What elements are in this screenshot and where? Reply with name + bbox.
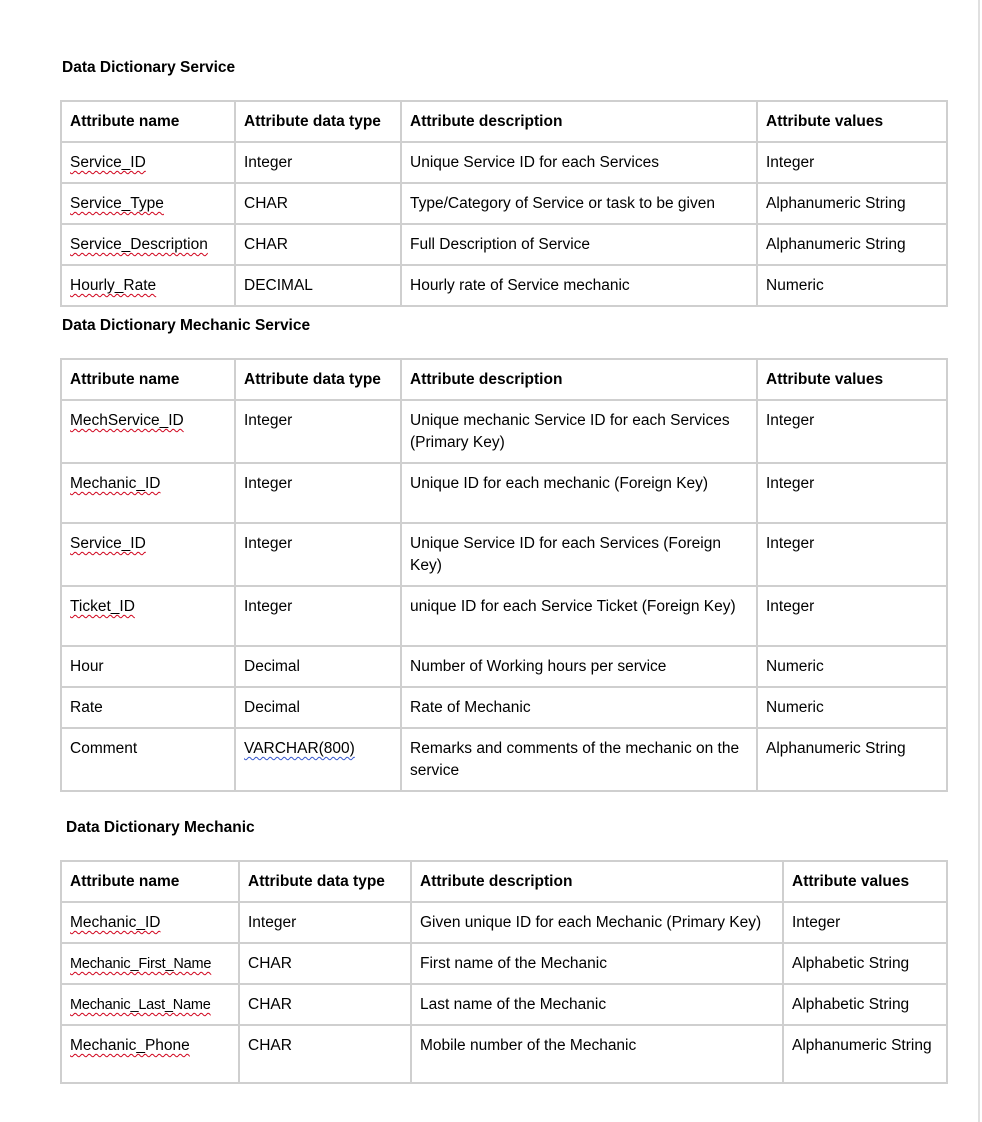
values-cell: Integer bbox=[757, 586, 947, 646]
description-cell: Last name of the Mechanic bbox=[411, 984, 783, 1025]
data-type-cell: CHAR bbox=[239, 943, 411, 984]
description-cell: Rate of Mechanic bbox=[401, 687, 757, 728]
values-cell: Integer bbox=[757, 463, 947, 523]
table-row bbox=[61, 1025, 947, 1083]
data-type-cell: Integer bbox=[235, 463, 401, 523]
values-cell: Alphanumeric String bbox=[757, 224, 947, 265]
description-cell: Type/Category of Service or task to be given bbox=[401, 183, 757, 224]
description-cell: Unique mechanic Service ID for each Services (Primary Key) bbox=[401, 400, 757, 463]
section-title-service: Data Dictionary Service bbox=[62, 59, 236, 76]
values-cell: Alphanumeric String bbox=[757, 183, 947, 224]
attribute-name-cell: Mechanic_ID bbox=[61, 463, 235, 523]
data-type-cell: CHAR bbox=[239, 984, 411, 1025]
section-title-mechanic-service: Data Dictionary Mechanic Service bbox=[62, 317, 311, 334]
values-cell: Integer bbox=[757, 523, 947, 586]
table-row bbox=[61, 586, 947, 646]
table-row bbox=[61, 646, 947, 687]
description-cell: Remarks and comments of the mechanic on the service bbox=[401, 728, 757, 791]
values-cell: Alphanumeric String bbox=[783, 1025, 947, 1083]
attribute-name-cell: Mechanic_Last_Name bbox=[61, 984, 239, 1025]
data-type-cell: Decimal bbox=[235, 687, 401, 728]
description-cell: Hourly rate of Service mechanic bbox=[401, 265, 757, 306]
values-cell: Numeric bbox=[757, 646, 947, 687]
table-row bbox=[61, 265, 947, 306]
data-type-cell: Integer bbox=[239, 902, 411, 943]
values-cell: Integer bbox=[757, 142, 947, 183]
column-header: Attribute data type bbox=[239, 861, 411, 902]
data-type-cell: Decimal bbox=[235, 646, 401, 687]
page-edge bbox=[978, 0, 980, 1122]
table-row bbox=[61, 984, 947, 1025]
data-type-cell: CHAR bbox=[239, 1025, 411, 1083]
values-cell: Alphabetic String bbox=[783, 943, 947, 984]
table-row bbox=[61, 183, 947, 224]
values-cell: Alphabetic String bbox=[783, 984, 947, 1025]
attribute-name-cell: Mechanic_First_Name bbox=[61, 943, 239, 984]
table-row bbox=[61, 902, 947, 943]
attribute-name-cell: Service_Description bbox=[61, 224, 235, 265]
table-row bbox=[61, 142, 947, 183]
data-type-cell: Integer bbox=[235, 523, 401, 586]
description-cell: Unique Service ID for each Services (Foreign Key) bbox=[401, 523, 757, 586]
column-header: Attribute values bbox=[783, 861, 947, 902]
description-cell: First name of the Mechanic bbox=[411, 943, 783, 984]
description-cell: Given unique ID for each Mechanic (Primary Key) bbox=[411, 902, 783, 943]
column-header: Attribute description bbox=[401, 101, 757, 142]
description-cell: Unique Service ID for each Services bbox=[401, 142, 757, 183]
table-row bbox=[61, 523, 947, 586]
values-cell: Numeric bbox=[757, 687, 947, 728]
attribute-name-cell: MechService_ID bbox=[61, 400, 235, 463]
attribute-name-cell: Hour bbox=[61, 646, 235, 687]
description-cell: unique ID for each Service Ticket (Foreign Key) bbox=[401, 586, 757, 646]
values-cell: Alphanumeric String bbox=[757, 728, 947, 791]
table-mechanic bbox=[60, 860, 948, 1084]
column-header: Attribute description bbox=[411, 861, 783, 902]
column-header: Attribute values bbox=[757, 101, 947, 142]
description-cell: Mobile number of the Mechanic bbox=[411, 1025, 783, 1083]
data-type-cell: DECIMAL bbox=[235, 265, 401, 306]
column-header: Attribute description bbox=[401, 359, 757, 400]
section-title-mechanic: Data Dictionary Mechanic bbox=[66, 819, 255, 836]
values-cell: Integer bbox=[783, 902, 947, 943]
table-header-row bbox=[61, 861, 947, 902]
attribute-name-cell: Rate bbox=[61, 687, 235, 728]
attribute-name-cell: Mechanic_Phone bbox=[61, 1025, 239, 1083]
table-header-row bbox=[61, 101, 947, 142]
table-row bbox=[61, 224, 947, 265]
values-cell: Integer bbox=[757, 400, 947, 463]
data-type-cell: Integer bbox=[235, 586, 401, 646]
attribute-name-cell: Ticket_ID bbox=[61, 586, 235, 646]
data-type-cell: Integer bbox=[235, 400, 401, 463]
attribute-name-cell: Service_ID bbox=[61, 142, 235, 183]
data-type-cell: Integer bbox=[235, 142, 401, 183]
data-type-cell: CHAR bbox=[235, 224, 401, 265]
table-row bbox=[61, 400, 947, 463]
table-row bbox=[61, 687, 947, 728]
description-cell: Number of Working hours per service bbox=[401, 646, 757, 687]
description-cell: Unique ID for each mechanic (Foreign Key) bbox=[401, 463, 757, 523]
table-row bbox=[61, 943, 947, 984]
attribute-name-cell: Service_ID bbox=[61, 523, 235, 586]
attribute-name-cell: Comment bbox=[61, 728, 235, 791]
attribute-name-cell: Service_Type bbox=[61, 183, 235, 224]
table-service bbox=[60, 100, 948, 307]
description-cell: Full Description of Service bbox=[401, 224, 757, 265]
data-type-cell: VARCHAR(800) bbox=[235, 728, 401, 791]
column-header: Attribute data type bbox=[235, 359, 401, 400]
table-header-row bbox=[61, 359, 947, 400]
table-mechanic-service bbox=[60, 358, 948, 792]
column-header: Attribute name bbox=[61, 359, 235, 400]
table-row bbox=[61, 463, 947, 523]
values-cell: Numeric bbox=[757, 265, 947, 306]
table-row bbox=[61, 728, 947, 791]
attribute-name-cell: Mechanic_ID bbox=[61, 902, 239, 943]
column-header: Attribute name bbox=[61, 861, 239, 902]
column-header: Attribute data type bbox=[235, 101, 401, 142]
data-type-cell: CHAR bbox=[235, 183, 401, 224]
column-header: Attribute values bbox=[757, 359, 947, 400]
column-header: Attribute name bbox=[61, 101, 235, 142]
attribute-name-cell: Hourly_Rate bbox=[61, 265, 235, 306]
